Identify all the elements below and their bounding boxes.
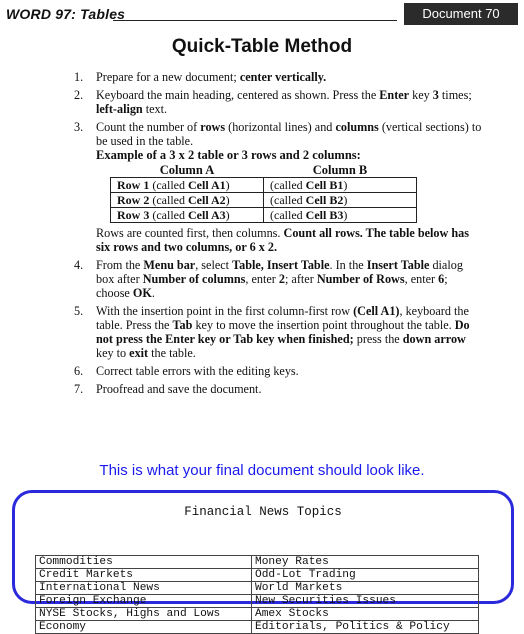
note-text: Rows are counted first, then columns.	[96, 226, 284, 240]
step-7	[74, 382, 484, 396]
step-text-bold: 3	[432, 88, 439, 102]
step-text: , keyboard the table. Press the	[96, 304, 469, 332]
step-text-bold: Insert Table	[366, 258, 430, 272]
table-row	[36, 569, 479, 582]
steps-list	[74, 70, 484, 400]
page-header	[0, 0, 524, 30]
table-cell: International News	[36, 582, 252, 595]
step-1	[74, 70, 484, 84]
table-cell	[111, 193, 264, 208]
final-document-frame	[12, 490, 514, 633]
step-text-bold: Menu bar	[143, 258, 196, 272]
step-text: key to move the insertion point throughout the table.	[192, 318, 455, 332]
table-cell: Foreign Exchange	[36, 595, 252, 608]
example-caption: Example of a 3 x 2 table or 3 rows and 2 columns:	[96, 148, 361, 162]
cell-text: (called	[149, 208, 188, 222]
step-text-bold: left-align	[96, 102, 143, 116]
step-number: 3.	[74, 120, 84, 134]
header-rule	[113, 20, 397, 21]
table-cell: Odd-Lot Trading	[252, 569, 479, 582]
table-cell: Credit Markets	[36, 569, 252, 582]
cell-text: )	[225, 178, 230, 192]
cell-text-bold: Row 1	[117, 178, 150, 192]
cell-text-bold: Cell B3	[305, 208, 344, 222]
document-number-badge: Document 70	[404, 3, 518, 25]
final-document-caption: This is what your final document should look like.	[99, 462, 425, 479]
table-row	[36, 595, 479, 608]
step-text: Keyboard the main heading, centered as shown. Press the	[96, 88, 380, 102]
table-cell	[264, 178, 417, 193]
step-text: , enter	[245, 272, 279, 286]
step-text: Correct table errors with the editing keys.	[96, 364, 299, 378]
table-row	[36, 556, 479, 569]
step-text-bold: rows	[200, 120, 226, 134]
step-text: , enter	[404, 272, 439, 286]
example-note	[96, 226, 484, 254]
step-text-bold: center vertically.	[239, 70, 327, 84]
step-text-bold: Number of columns	[142, 272, 246, 286]
step-text: , select	[195, 258, 233, 272]
step-number: 7.	[74, 382, 84, 396]
step-5	[74, 304, 484, 360]
step-text: With the insertion point in the first column-first row	[96, 304, 354, 318]
step-text-bold: Number of Rows	[316, 272, 405, 286]
step-text: Prepare for a new document;	[96, 70, 240, 84]
table-cell: Editorials, Politics & Policy	[252, 621, 479, 634]
table-cell	[111, 208, 264, 223]
cell-text-bold: Cell B2	[305, 193, 344, 207]
step-6	[74, 364, 484, 378]
table-cell: Money Rates	[252, 556, 479, 569]
header-title: WORD 97: Tables	[6, 6, 126, 22]
step-text: Proofread and save the document.	[96, 382, 262, 396]
cell-text-bold: Cell B1	[305, 178, 344, 192]
step-number: 1.	[74, 70, 84, 84]
page-title: Quick-Table Method	[171, 36, 353, 57]
table-cell: Economy	[36, 621, 252, 634]
step-text: times;	[438, 88, 472, 102]
step-number: 4.	[74, 258, 84, 272]
step-number: 6.	[74, 364, 84, 378]
table-row	[36, 608, 479, 621]
step-text: (vertical sections) to be used in the table.	[96, 120, 482, 148]
example-table-header	[111, 163, 417, 178]
step-text-bold: exit	[129, 346, 149, 360]
table-cell	[264, 208, 417, 223]
cell-text: )	[343, 193, 348, 207]
step-text-bold: columns	[335, 120, 379, 134]
step-text-bold: Enter	[379, 88, 410, 102]
table-cell: Amex Stocks	[252, 608, 479, 621]
step-text: (horizontal lines) and	[225, 120, 336, 134]
step-2	[74, 88, 484, 116]
table-cell: Commodities	[36, 556, 252, 569]
cell-text-bold: Cell A3	[188, 208, 226, 222]
step-text-bold: (Cell A1)	[353, 304, 400, 318]
example-table	[110, 163, 417, 223]
step-text: ; choose	[96, 272, 448, 300]
step-3	[74, 120, 484, 254]
table-cell	[264, 193, 417, 208]
step-text: dialog box after	[96, 258, 463, 286]
step-text-bold: 2	[278, 272, 285, 286]
cell-text: (called	[270, 193, 306, 207]
cell-text-bold: Cell A1	[188, 178, 226, 192]
table-cell: NYSE Stocks, Highs and Lows	[36, 608, 252, 621]
step-text: .	[151, 286, 155, 300]
cell-text: (called	[270, 178, 306, 192]
final-document-title: Financial News Topics	[184, 505, 342, 519]
step-text: ; after	[285, 272, 317, 286]
step-text: press the	[353, 332, 403, 346]
step-text-bold: down arrow	[402, 332, 466, 346]
cell-text: (called	[149, 178, 188, 192]
step-text: Count the number of	[96, 120, 201, 134]
example-header-a: Column A	[159, 163, 215, 177]
step-text-bold: Tab	[172, 318, 193, 332]
step-number: 2.	[74, 88, 84, 102]
step-4	[74, 258, 484, 300]
table-row	[36, 621, 479, 634]
table-row	[111, 193, 417, 208]
cell-text-bold: Cell A2	[188, 193, 226, 207]
step-text: From the	[96, 258, 144, 272]
step-number: 5.	[74, 304, 84, 318]
step-text: text.	[142, 102, 168, 116]
step-text: the table.	[148, 346, 196, 360]
cell-text: )	[225, 193, 230, 207]
cell-text-bold: Row 2	[117, 193, 150, 207]
table-row	[36, 582, 479, 595]
step-text: . In the	[329, 258, 367, 272]
table-cell: New Securities Issues	[252, 595, 479, 608]
table-cell	[111, 178, 264, 193]
table-row	[111, 208, 417, 223]
cell-text-bold: Row 3	[117, 208, 150, 222]
note-text-bold: Count all rows. The table below has six rows and two columns, or 6 x 2.	[96, 226, 469, 254]
table-row	[111, 178, 417, 193]
step-text-bold: 6	[438, 272, 445, 286]
table-cell: World Markets	[252, 582, 479, 595]
cell-text: )	[343, 178, 348, 192]
step-text-bold: Do not press the Enter key or Tab key when finished;	[96, 318, 470, 346]
cell-text: (called	[270, 208, 306, 222]
step-text: key to	[96, 346, 130, 360]
cell-text: )	[343, 208, 348, 222]
step-text-bold: OK	[132, 286, 152, 300]
example-header-b: Column B	[312, 163, 368, 177]
cell-text: )	[225, 208, 230, 222]
cell-text: (called	[149, 193, 188, 207]
final-document-table	[35, 555, 479, 634]
step-text-bold: Table, Insert Table	[232, 258, 330, 272]
step-text: key	[409, 88, 433, 102]
